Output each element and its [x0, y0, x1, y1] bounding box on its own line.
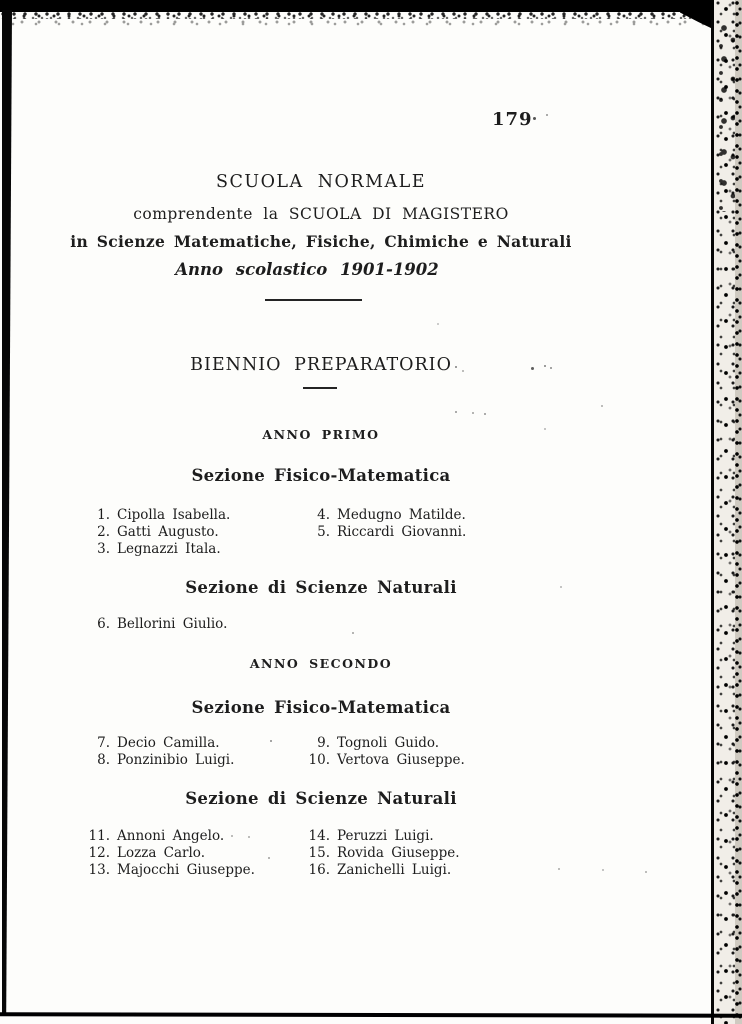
student-list-item: [308, 828, 434, 844]
scan-speckle: [602, 869, 604, 871]
student-number: 7.: [97, 735, 110, 751]
student-list-item: [88, 616, 227, 632]
student-name: Vertova Giuseppe.: [337, 752, 465, 768]
scan-page-crease: [711, 20, 714, 1024]
student-list-item: [88, 845, 205, 861]
student-number: 16.: [308, 862, 330, 878]
student-list-item: [308, 507, 466, 523]
student-number: 10.: [308, 752, 330, 768]
scan-speckle: [455, 411, 457, 413]
scan-speckle: [270, 740, 272, 742]
student-list-item: [88, 752, 234, 768]
scan-speckle: [231, 835, 233, 837]
student-number: 8.: [97, 752, 110, 768]
student-name: Majocchi Giuseppe.: [117, 862, 255, 878]
student-name: Legnazzi Itala.: [117, 541, 221, 557]
subtitle-magistero: comprendente la SCUOLA DI MAGISTERO: [133, 205, 509, 223]
student-name: Lozza Carlo.: [117, 845, 205, 861]
student-name: Gatti Augusto.: [117, 524, 219, 540]
section-heading-scienze-naturali: Sezione di Scienze Naturali: [185, 578, 457, 597]
scan-speckle: [558, 868, 560, 870]
subtitle-school-year: Anno scolastico 1901-1902: [175, 260, 439, 279]
student-number: 4.: [317, 507, 330, 523]
student-list-item: [88, 524, 219, 540]
student-list-item: [308, 862, 451, 878]
title-scuola-normale: SCUOLA NORMALE: [215, 172, 427, 192]
student-name: Tognoli Guido.: [337, 735, 440, 751]
scan-speckle: [268, 857, 270, 859]
scan-edge-top: [0, 0, 742, 12]
year-heading-anno-primo: ANNO PRIMO: [262, 427, 380, 442]
section-heading-fisico-matematica-2: Sezione Fisico-Matematica: [191, 698, 451, 717]
student-name: Ponzinibio Luigi.: [117, 752, 235, 768]
student-number: 6.: [97, 616, 110, 632]
year-heading-anno-secondo: ANNO SECONDO: [249, 656, 393, 671]
section-heading-scienze-naturali-2: Sezione di Scienze Naturali: [185, 789, 457, 808]
student-list-item: [308, 752, 465, 768]
student-name: Medugno Matilde.: [337, 507, 466, 523]
section-heading-fisico-matematica: Sezione Fisico-Matematica: [191, 466, 451, 485]
scan-speckle: [645, 871, 647, 873]
scan-edge-top-fringe: [0, 12, 742, 19]
scan-speckle: [248, 836, 250, 838]
scan-speckle: [437, 323, 439, 325]
student-name: Peruzzi Luigi.: [337, 828, 434, 844]
scan-speckle: [352, 632, 354, 634]
scan-edge-top-fringe: [0, 19, 742, 27]
student-name: Decio Camilla.: [117, 735, 220, 751]
student-name: Riccardi Giovanni.: [337, 524, 467, 540]
student-number: 15.: [308, 845, 330, 861]
student-number: 12.: [88, 845, 110, 861]
student-name: Cipolla Isabella.: [117, 507, 231, 523]
scan-edge-right: [735, 0, 742, 1024]
student-number: 1.: [97, 507, 110, 523]
student-number: 11.: [88, 828, 110, 844]
student-name: Annoni Angelo.: [117, 828, 225, 844]
student-list-item: [88, 828, 224, 844]
scan-speckle: [533, 117, 536, 120]
subtitle-subjects: in Scienze Matematiche, Fisiche, Chimiche e Naturali: [70, 232, 572, 251]
student-list-item: [88, 862, 255, 878]
student-list-item: [88, 507, 230, 523]
page-number: 179: [492, 109, 533, 130]
scan-speckle: [484, 413, 486, 415]
section-title-biennio: BIENNIO PREPARATORIO: [190, 355, 452, 375]
student-list-item: [308, 524, 466, 540]
scan-edge-bottom: [0, 1012, 742, 1018]
student-number: 2.: [97, 524, 110, 540]
student-number: 13.: [88, 862, 110, 878]
student-list-item: [88, 735, 220, 751]
divider-rule: [265, 299, 362, 301]
student-list-item: [88, 541, 221, 557]
student-name: Zanichelli Luigi.: [337, 862, 452, 878]
scan-edge-left: [2, 10, 12, 1014]
scan-speckle: [472, 412, 474, 414]
student-list-item: [308, 735, 439, 751]
scan-speckle: [601, 405, 603, 407]
student-number: 5.: [317, 524, 330, 540]
student-number: 14.: [308, 828, 330, 844]
divider-rule-short: [303, 387, 337, 389]
student-number: 9.: [317, 735, 330, 751]
student-number: 3.: [97, 541, 110, 557]
student-name: Rovida Giuseppe.: [337, 845, 460, 861]
scan-speckle: [546, 114, 548, 116]
student-name: Bellorini Giulio.: [117, 616, 228, 632]
student-list-item: [308, 845, 460, 861]
